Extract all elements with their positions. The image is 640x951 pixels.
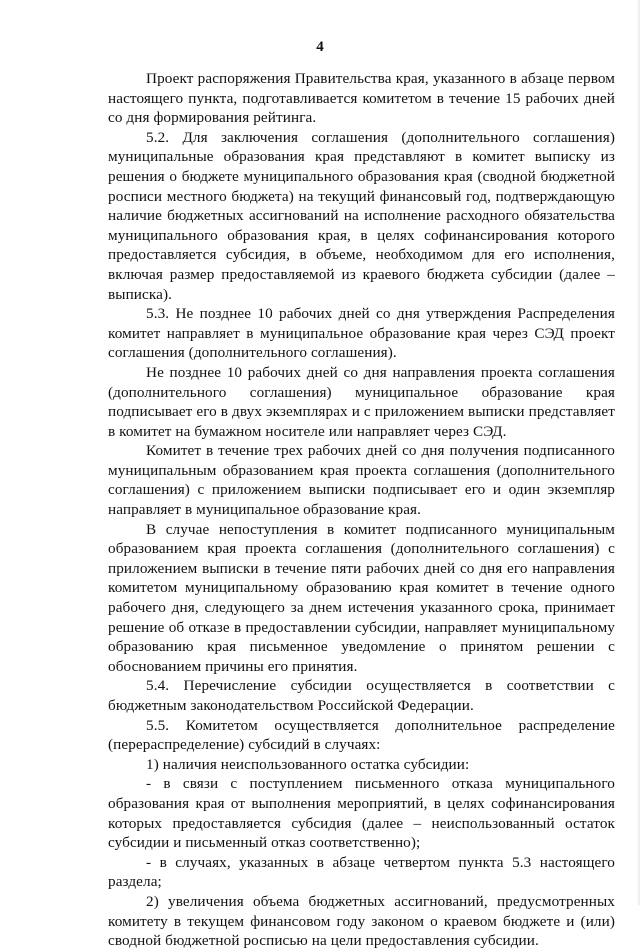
paragraph-committee-signing: Комитет в течение трех рабочих дней со дня получения подписанного муниципальным образованием края проекта соглашения (дополнительного соглашения) с приложением выписки подписывает его и один экземпляр направляет в муниципальное образование края. (108, 442, 615, 519)
paragraph-5-3: 5.3. Не позднее 10 рабочих дней со дня утверждения Распределения комитет направляет в муниципальное образование края через СЭД проект соглашения (дополнительного соглашения). (108, 305, 615, 362)
page-number: 4 (316, 39, 324, 55)
paragraph-5-5: 5.5. Комитетом осуществляется дополнительное распределение (перераспределение) субсидий в случаях: (108, 716, 615, 754)
paragraph-rating-draft: Проект распоряжения Правительства края, указанного в абзаце первом настоящего пункта, подготавливается комитетом в течение 15 рабочих дней со дня формирования рейтинга. (108, 70, 615, 127)
paragraph-case-1: 1) наличия неиспользованного остатка субсидии: (146, 755, 470, 773)
paragraph-5-2: 5.2. Для заключения соглашения (дополнительного соглашения) муниципальные образования края представляют в комитет выписку из решения о бюджете муниципального образования края (сводной бюджетной росписи местного бюджета) на текущий финансовый год, подтверждающую наличие бюджетных ассигнований на исполнение расходного обязательства муниципального образования края, в целях софинансирования которого предоставляется субсидия, в объеме, необходимом для его исполнения, включая размер предоставляемой из краевого бюджета субсидии (далее – выписка). (108, 128, 615, 303)
document-body (108, 69, 615, 951)
paragraph-case-2: 2) увеличения объема бюджетных ассигнований, предусмотренных комитету в текущем финансовом году законом о краевом бюджете и (или) сводной бюджетной росписью на цели предоставления субсидии. (108, 892, 615, 950)
paragraph-5-4: 5.4. Перечисление субсидии осуществляется в соответствии с бюджетным законодательством Российской Федерации. (108, 677, 615, 714)
paragraph-signing-deadline: Не позднее 10 рабочих дней со дня направления проекта соглашения (дополнительного соглашения) муниципальное образование края подписывает его в двух экземплярах и с приложением выписки представляет в комитет на бумажном носителе или направляет через СЭД. (108, 363, 615, 440)
paragraph-written-refusal: - в связи с поступлением письменного отказа муниципального образования края от выполнения мероприятий, в целях софинансирования которых предоставляется субсидия (далее – неиспользованный остаток субсидии и письменный отказ соответственно); (108, 775, 615, 852)
paragraph-cases-5-3: - в случаях, указанных в абзаце четвертом пункта 5.3 настоящего раздела; (108, 853, 615, 891)
paragraph-non-receipt: В случае непоступления в комитет подписанного муниципальным образованием края проекта соглашения (дополнительного соглашения) с приложением выписки в течение пяти рабочих дней со дня его направления комитетом муниципальному образованию края комитет в течение одного рабочего дня, следующего за днем истечения указанного срока, принимает решение об отказе в предоставлении субсидии, направляет муниципальному образованию края письменное уведомление о принятом решении с обоснованием причины его принятия. (108, 520, 615, 675)
